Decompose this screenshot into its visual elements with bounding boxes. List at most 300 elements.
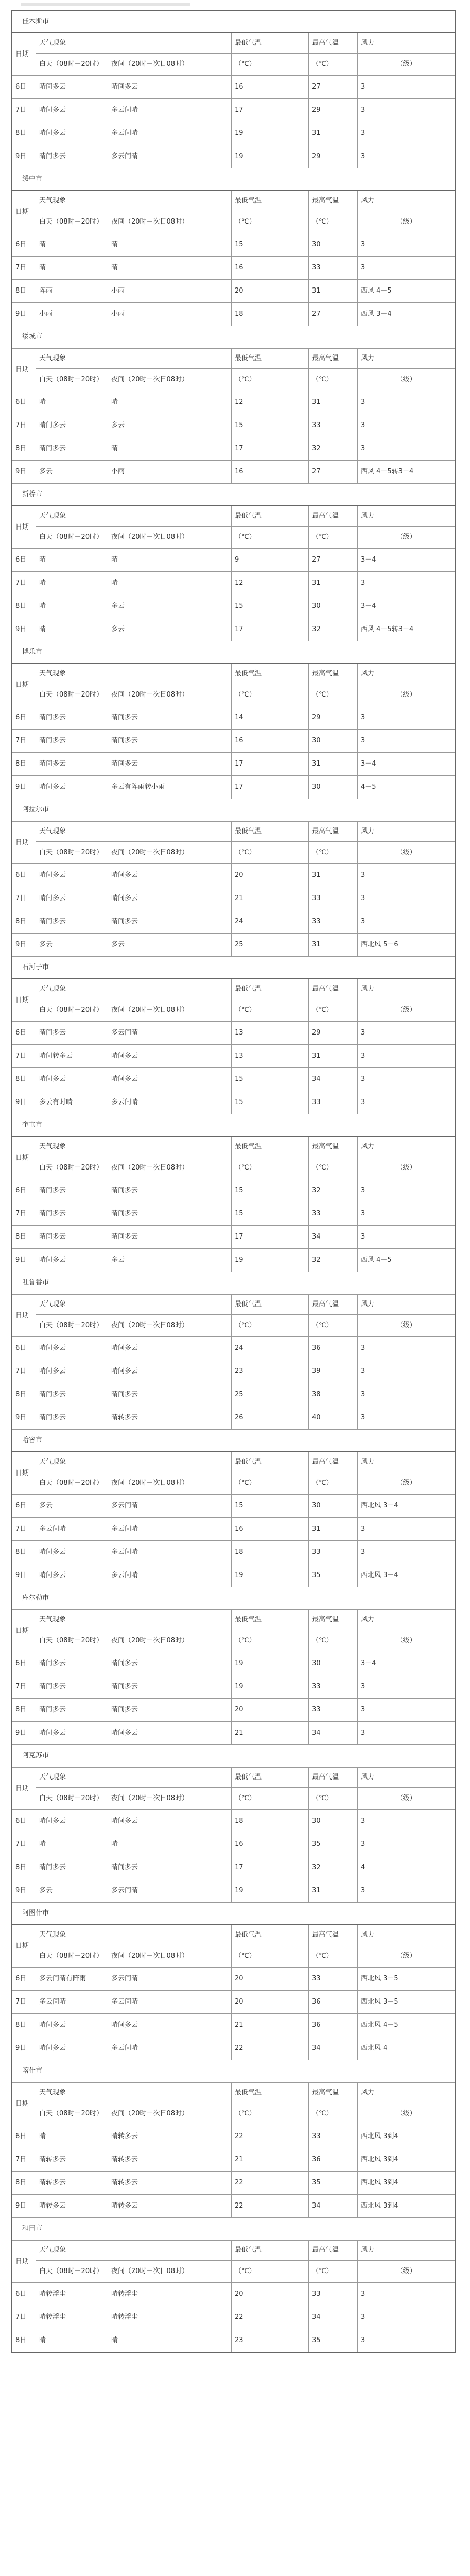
- header-max-unit: （℃）: [309, 1630, 358, 1652]
- cell-date: 6日: [12, 1337, 36, 1360]
- cell-wind: 4－5: [358, 776, 455, 799]
- cell-wind: 西风 4－5转3－4: [358, 618, 455, 641]
- table-header-row: [12, 1768, 455, 1788]
- cell-night-weather: 晴: [108, 257, 232, 280]
- cell-wind: 西风 4－5: [358, 280, 455, 303]
- cell-night-weather: 晴间多云: [108, 910, 232, 934]
- cell-day-weather: 晴间多云: [36, 1652, 108, 1675]
- header-night: 夜间（20时－次日08时）: [108, 54, 232, 76]
- cell-wind: 西风 3－4: [358, 303, 455, 326]
- cell-night-weather: 晴间多云: [108, 1722, 232, 1745]
- cell-day-weather: 晴间多云: [36, 753, 108, 776]
- cell-night-weather: 晴间多云: [108, 1045, 232, 1068]
- header-wind-unit: （级）: [358, 1945, 455, 1968]
- cell-wind: 西北风 3到4: [358, 2195, 455, 2218]
- cell-min-temp: 17: [232, 776, 309, 799]
- header-day: 白天（08时－20时）: [36, 1315, 108, 1337]
- cell-night-weather: 晴间多云: [108, 753, 232, 776]
- cell-max-temp: 31: [309, 391, 358, 414]
- cell-wind: 3: [358, 1879, 455, 1903]
- header-night: 夜间（20时－次日08时）: [108, 1945, 232, 1968]
- cell-day-weather: 晴间多云: [36, 1383, 108, 1406]
- cell-wind: 3: [358, 2283, 455, 2306]
- cell-wind: 3: [358, 1518, 455, 1541]
- cell-date: 9日: [12, 1406, 36, 1430]
- cell-min-temp: 20: [232, 1991, 309, 2014]
- header-weather: 天气现象: [36, 2241, 232, 2261]
- cell-max-temp: 33: [309, 1675, 358, 1699]
- cell-max-temp: 35: [309, 1833, 358, 1856]
- cell-min-temp: 17: [232, 437, 309, 461]
- table-row: [12, 1226, 455, 1249]
- cell-max-temp: 35: [309, 2172, 358, 2195]
- cell-min-temp: 15: [232, 414, 309, 437]
- city-forecast-table: [12, 664, 455, 799]
- header-min-unit: （℃）: [232, 1472, 309, 1495]
- cell-wind: 4: [358, 1856, 455, 1879]
- header-day: 白天（08时－20时）: [36, 369, 108, 391]
- cell-night-weather: 多云间晴: [108, 1564, 232, 1587]
- cell-max-temp: 31: [309, 1045, 358, 1068]
- cell-date: 7日: [12, 1833, 36, 1856]
- header-wind: 风力: [358, 1295, 455, 1315]
- cell-date: 9日: [12, 303, 36, 326]
- table-header-row: [12, 349, 455, 369]
- cell-min-temp: 17: [232, 99, 309, 122]
- header-wind-unit: （级）: [358, 1472, 455, 1495]
- header-day: 白天（08时－20时）: [36, 2103, 108, 2125]
- header-min-unit: （℃）: [232, 369, 309, 391]
- header-min-temp: 最低气温: [232, 1610, 309, 1630]
- cell-night-weather: 晴: [108, 549, 232, 572]
- header-min-unit: （℃）: [232, 1630, 309, 1652]
- cell-night-weather: 小雨: [108, 461, 232, 484]
- table-row: [12, 1406, 455, 1430]
- city-name: 阿克苏市: [12, 1745, 455, 1767]
- header-wind-unit: （级）: [358, 999, 455, 1022]
- header-day: 白天（08时－20时）: [36, 1157, 108, 1179]
- cell-date: 6日: [12, 1968, 36, 1991]
- cell-date: 7日: [12, 1518, 36, 1541]
- cell-date: 8日: [12, 1856, 36, 1879]
- header-max-unit: （℃）: [309, 2103, 358, 2125]
- header-min-temp: 最低气温: [232, 1452, 309, 1472]
- table-row: [12, 1495, 455, 1518]
- cell-date: 9日: [12, 1879, 36, 1903]
- table-row: [12, 572, 455, 595]
- header-date: 日期: [12, 1610, 36, 1652]
- city-name: 和田市: [12, 2218, 455, 2240]
- table-row: [12, 303, 455, 326]
- header-max-temp: 最高气温: [309, 1925, 358, 1945]
- cell-night-weather: 多云: [108, 1249, 232, 1272]
- cell-night-weather: 多云间晴: [108, 99, 232, 122]
- header-weather: 天气现象: [36, 822, 232, 842]
- table-header-row: [12, 1137, 455, 1157]
- header-min-unit: （℃）: [232, 1315, 309, 1337]
- cell-night-weather: 小雨: [108, 303, 232, 326]
- cell-day-weather: 晴: [36, 549, 108, 572]
- cell-night-weather: 晴: [108, 2329, 232, 2352]
- cell-max-temp: 31: [309, 1518, 358, 1541]
- cell-night-weather: 多云: [108, 414, 232, 437]
- header-min-temp: 最低气温: [232, 2241, 309, 2261]
- table-row: [12, 595, 455, 618]
- table-row: [12, 1202, 455, 1226]
- header-night: 夜间（20时－次日08时）: [108, 2261, 232, 2283]
- cell-min-temp: 21: [232, 1722, 309, 1745]
- header-wind: 风力: [358, 506, 455, 527]
- header-day: 白天（08时－20时）: [36, 1472, 108, 1495]
- cell-wind: 3－4: [358, 753, 455, 776]
- cell-date: 7日: [12, 414, 36, 437]
- cell-max-temp: 34: [309, 2195, 358, 2218]
- header-max-temp: 最高气温: [309, 33, 358, 54]
- header-max-temp: 最高气温: [309, 191, 358, 211]
- cell-night-weather: 晴间多云: [108, 2014, 232, 2037]
- cell-max-temp: 33: [309, 1202, 358, 1226]
- cell-min-temp: 20: [232, 1699, 309, 1722]
- table-row: [12, 910, 455, 934]
- cell-day-weather: 多云: [36, 1495, 108, 1518]
- header-wind: 风力: [358, 2083, 455, 2103]
- cell-min-temp: 18: [232, 303, 309, 326]
- cell-night-weather: 多云间晴: [108, 1541, 232, 1564]
- cell-day-weather: 晴间多云: [36, 1856, 108, 1879]
- header-min-unit: （℃）: [232, 1788, 309, 1810]
- table-header-row: [12, 33, 455, 54]
- cell-min-temp: 26: [232, 1406, 309, 1430]
- cell-max-temp: 29: [309, 1022, 358, 1045]
- cell-max-temp: 29: [309, 706, 358, 730]
- table-header-row: [12, 1925, 455, 1945]
- cell-min-temp: 19: [232, 1564, 309, 1587]
- cell-min-temp: 25: [232, 1383, 309, 1406]
- cell-date: 6日: [12, 1022, 36, 1045]
- cell-min-temp: 19: [232, 145, 309, 168]
- cell-min-temp: 16: [232, 1518, 309, 1541]
- cell-min-temp: 24: [232, 1337, 309, 1360]
- cell-min-temp: 15: [232, 1495, 309, 1518]
- header-date: 日期: [12, 1137, 36, 1179]
- weather-document: [11, 10, 456, 2353]
- cell-max-temp: 31: [309, 864, 358, 887]
- cell-min-temp: 16: [232, 730, 309, 753]
- cell-wind: 3－4: [358, 549, 455, 572]
- header-weather: 天气现象: [36, 349, 232, 369]
- cell-min-temp: 19: [232, 1879, 309, 1903]
- page-top-strip: [0, 0, 470, 10]
- cell-date: 8日: [12, 595, 36, 618]
- header-date: 日期: [12, 349, 36, 391]
- header-wind: 风力: [358, 979, 455, 999]
- cell-day-weather: 多云: [36, 1879, 108, 1903]
- cell-max-temp: 30: [309, 730, 358, 753]
- header-min-temp: 最低气温: [232, 1295, 309, 1315]
- cell-date: 6日: [12, 233, 36, 257]
- city-forecast-table: [12, 821, 455, 957]
- cell-max-temp: 32: [309, 1249, 358, 1272]
- header-wind: 风力: [358, 822, 455, 842]
- city-name: 阿图什市: [12, 1903, 455, 1925]
- cell-night-weather: 晴间多云: [108, 1699, 232, 1722]
- cell-wind: 西风 4－5: [358, 1249, 455, 1272]
- header-wind: 风力: [358, 1925, 455, 1945]
- header-date: 日期: [12, 33, 36, 76]
- cell-min-temp: 12: [232, 391, 309, 414]
- cell-night-weather: 多云: [108, 595, 232, 618]
- cell-wind: 西北风 3－4: [358, 1564, 455, 1587]
- cell-day-weather: 多云间晴有阵雨: [36, 1968, 108, 1991]
- header-night: 夜间（20时－次日08时）: [108, 1315, 232, 1337]
- cell-day-weather: 晴: [36, 257, 108, 280]
- cell-day-weather: 晴间多云: [36, 2014, 108, 2037]
- header-wind-unit: （级）: [358, 369, 455, 391]
- header-min-temp: 最低气温: [232, 664, 309, 684]
- cell-wind: 3: [358, 1179, 455, 1202]
- city-forecast-table: [12, 1925, 455, 2060]
- cell-min-temp: 21: [232, 2014, 309, 2037]
- cell-max-temp: 27: [309, 303, 358, 326]
- header-day: 白天（08时－20时）: [36, 2261, 108, 2283]
- cell-night-weather: 晴间多云: [108, 76, 232, 99]
- cell-max-temp: 30: [309, 776, 358, 799]
- cell-day-weather: 晴间多云: [36, 730, 108, 753]
- header-min-temp: 最低气温: [232, 1925, 309, 1945]
- header-weather: 天气现象: [36, 33, 232, 54]
- header-max-temp: 最高气温: [309, 664, 358, 684]
- header-weather: 天气现象: [36, 506, 232, 527]
- table-row: [12, 1652, 455, 1675]
- cell-wind: 3: [358, 391, 455, 414]
- cell-wind: 3: [358, 864, 455, 887]
- cell-date: 8日: [12, 280, 36, 303]
- header-date: 日期: [12, 2241, 36, 2283]
- header-day: 白天（08时－20时）: [36, 1788, 108, 1810]
- cell-date: 6日: [12, 1652, 36, 1675]
- header-wind: 风力: [358, 191, 455, 211]
- header-max-temp: 最高气温: [309, 822, 358, 842]
- cell-night-weather: 晴间多云: [108, 1202, 232, 1226]
- table-row: [12, 2014, 455, 2037]
- cell-night-weather: 晴间多云: [108, 1226, 232, 1249]
- cell-night-weather: 晴: [108, 233, 232, 257]
- header-date: 日期: [12, 664, 36, 706]
- cell-max-temp: 32: [309, 1856, 358, 1879]
- header-max-temp: 最高气温: [309, 979, 358, 999]
- header-wind-unit: （级）: [358, 54, 455, 76]
- cell-wind: 3: [358, 233, 455, 257]
- cell-min-temp: 13: [232, 1045, 309, 1068]
- cell-day-weather: 晴: [36, 1833, 108, 1856]
- cell-max-temp: 27: [309, 461, 358, 484]
- header-max-temp: 最高气温: [309, 2241, 358, 2261]
- header-weather: 天气现象: [36, 2083, 232, 2103]
- table-row: [12, 864, 455, 887]
- table-header-row: [12, 822, 455, 842]
- header-wind-unit: （级）: [358, 527, 455, 549]
- header-weather: 天气现象: [36, 1295, 232, 1315]
- header-wind: 风力: [358, 1610, 455, 1630]
- cell-min-temp: 18: [232, 1541, 309, 1564]
- header-min-unit: （℃）: [232, 211, 309, 233]
- table-header-row: [12, 664, 455, 684]
- header-day: 白天（08时－20时）: [36, 842, 108, 864]
- header-max-temp: 最高气温: [309, 506, 358, 527]
- header-max-unit: （℃）: [309, 1157, 358, 1179]
- cell-wind: 3: [358, 1337, 455, 1360]
- table-row: [12, 437, 455, 461]
- cell-night-weather: 多云间晴: [108, 145, 232, 168]
- header-weather: 天气现象: [36, 191, 232, 211]
- cell-max-temp: 39: [309, 1360, 358, 1383]
- table-row: [12, 1564, 455, 1587]
- cell-max-temp: 34: [309, 1722, 358, 1745]
- header-max-unit: （℃）: [309, 1945, 358, 1968]
- cell-date: 6日: [12, 864, 36, 887]
- cell-wind: 西风 4－5转3－4: [358, 461, 455, 484]
- header-max-temp: 最高气温: [309, 1768, 358, 1788]
- cell-wind: 3: [358, 76, 455, 99]
- header-min-unit: （℃）: [232, 999, 309, 1022]
- header-weather: 天气现象: [36, 664, 232, 684]
- cell-day-weather: 晴: [36, 2329, 108, 2352]
- header-min-temp: 最低气温: [232, 2083, 309, 2103]
- header-min-unit: （℃）: [232, 684, 309, 706]
- table-row: [12, 730, 455, 753]
- table-header-row: [12, 1452, 455, 1472]
- header-date: 日期: [12, 1295, 36, 1337]
- cell-wind: 西北风 4: [358, 2037, 455, 2060]
- cell-night-weather: 晴间多云: [108, 1179, 232, 1202]
- cell-max-temp: 31: [309, 934, 358, 957]
- cell-night-weather: 多云间晴: [108, 122, 232, 145]
- city-name: 石河子市: [12, 957, 455, 979]
- table-row: [12, 1675, 455, 1699]
- cell-wind: 3: [358, 1022, 455, 1045]
- header-max-unit: （℃）: [309, 527, 358, 549]
- cell-day-weather: 晴间多云: [36, 1202, 108, 1226]
- header-max-temp: 最高气温: [309, 349, 358, 369]
- header-night: 夜间（20时－次日08时）: [108, 369, 232, 391]
- header-date: 日期: [12, 2083, 36, 2125]
- cell-wind: 3: [358, 437, 455, 461]
- header-day: 白天（08时－20时）: [36, 54, 108, 76]
- cell-min-temp: 16: [232, 76, 309, 99]
- table-row: [12, 2148, 455, 2172]
- cell-wind: 3: [358, 1091, 455, 1114]
- cell-date: 9日: [12, 1249, 36, 1272]
- cell-night-weather: 小雨: [108, 280, 232, 303]
- cell-min-temp: 15: [232, 1091, 309, 1114]
- header-max-temp: 最高气温: [309, 1295, 358, 1315]
- header-min-unit: （℃）: [232, 842, 309, 864]
- cell-night-weather: 晴间多云: [108, 1337, 232, 1360]
- cell-date: 8日: [12, 753, 36, 776]
- table-row: [12, 2329, 455, 2352]
- header-min-unit: （℃）: [232, 527, 309, 549]
- cell-min-temp: 15: [232, 595, 309, 618]
- cell-min-temp: 20: [232, 1968, 309, 1991]
- cell-min-temp: 23: [232, 2329, 309, 2352]
- cell-wind: 3: [358, 910, 455, 934]
- cell-date: 8日: [12, 437, 36, 461]
- header-night: 夜间（20时－次日08时）: [108, 211, 232, 233]
- cell-day-weather: 晴间多云: [36, 1179, 108, 1202]
- cell-night-weather: 多云间晴: [108, 1091, 232, 1114]
- table-row: [12, 1722, 455, 1745]
- header-wind: 风力: [358, 664, 455, 684]
- cell-min-temp: 16: [232, 257, 309, 280]
- cell-day-weather: 晴转多云: [36, 2148, 108, 2172]
- cell-date: 6日: [12, 549, 36, 572]
- header-day: 白天（08时－20时）: [36, 999, 108, 1022]
- cell-night-weather: 多云间晴: [108, 2037, 232, 2060]
- table-row: [12, 549, 455, 572]
- header-min-unit: （℃）: [232, 2261, 309, 2283]
- cell-day-weather: 晴间多云: [36, 706, 108, 730]
- cell-day-weather: 晴间多云: [36, 1360, 108, 1383]
- cell-day-weather: 多云: [36, 461, 108, 484]
- cell-date: 9日: [12, 934, 36, 957]
- city-forecast-table: [12, 191, 455, 326]
- cell-day-weather: 晴间多云: [36, 99, 108, 122]
- cell-night-weather: 晴间多云: [108, 887, 232, 910]
- header-night: 夜间（20时－次日08时）: [108, 1630, 232, 1652]
- header-max-unit: （℃）: [309, 1315, 358, 1337]
- cell-min-temp: 9: [232, 549, 309, 572]
- cell-wind: 3: [358, 1226, 455, 1249]
- header-night: 夜间（20时－次日08时）: [108, 684, 232, 706]
- cell-date: 8日: [12, 1699, 36, 1722]
- cell-date: 9日: [12, 1091, 36, 1114]
- cell-night-weather: 晴: [108, 572, 232, 595]
- cell-max-temp: 27: [309, 76, 358, 99]
- cell-night-weather: 晴间多云: [108, 1068, 232, 1091]
- header-date: 日期: [12, 506, 36, 549]
- cell-max-temp: 32: [309, 437, 358, 461]
- cell-min-temp: 22: [232, 2195, 309, 2218]
- cell-min-temp: 17: [232, 1226, 309, 1249]
- cell-day-weather: 晴间多云: [36, 887, 108, 910]
- cell-date: 8日: [12, 122, 36, 145]
- cell-night-weather: 多云间晴: [108, 1991, 232, 2014]
- cell-min-temp: 15: [232, 1202, 309, 1226]
- cell-night-weather: 晴间多云: [108, 1675, 232, 1699]
- cell-min-temp: 20: [232, 864, 309, 887]
- cell-wind: 西北风 3－5: [358, 1991, 455, 2014]
- cell-max-temp: 31: [309, 280, 358, 303]
- table-row: [12, 2037, 455, 2060]
- header-date: 日期: [12, 979, 36, 1022]
- cell-day-weather: 多云有时晴: [36, 1091, 108, 1114]
- cell-day-weather: 多云: [36, 934, 108, 957]
- cell-max-temp: 30: [309, 233, 358, 257]
- cell-max-temp: 34: [309, 2306, 358, 2329]
- table-row: [12, 461, 455, 484]
- header-night: 夜间（20时－次日08时）: [108, 1788, 232, 1810]
- city-name: 哈密市: [12, 1430, 455, 1452]
- cell-min-temp: 17: [232, 1856, 309, 1879]
- cell-wind: 3: [358, 1202, 455, 1226]
- header-date: 日期: [12, 822, 36, 864]
- cell-date: 8日: [12, 1226, 36, 1249]
- cell-day-weather: 晴间多云: [36, 145, 108, 168]
- table-row: [12, 618, 455, 641]
- cell-min-temp: 19: [232, 122, 309, 145]
- cell-date: 8日: [12, 910, 36, 934]
- cell-day-weather: 晴间多云: [36, 76, 108, 99]
